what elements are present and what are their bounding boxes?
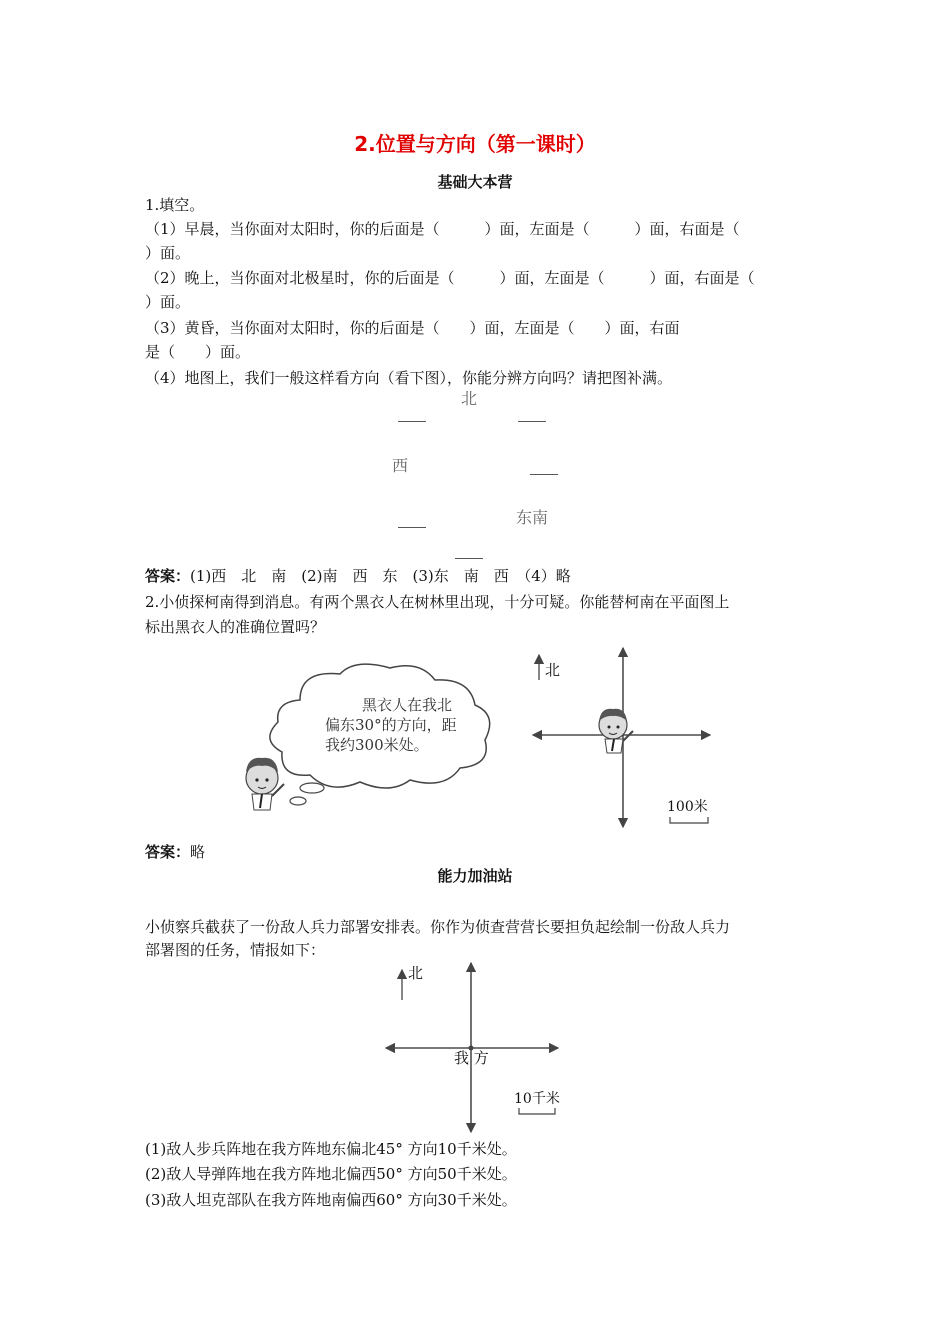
section-heading-ability: 能力加油站 — [437, 867, 513, 885]
compass-label-west: 西 — [392, 456, 409, 475]
q2-answer-text: 略 — [190, 843, 206, 861]
blank-northeast — [518, 421, 546, 422]
q3-scale-label: 10千米 — [514, 1091, 560, 1107]
q2-answer — [145, 842, 205, 862]
q3-line2: 部署图的任务，情报如下： — [145, 941, 326, 959]
scale-bar — [670, 817, 708, 823]
q3-line1: 小侦察兵截获了一份敌人兵力部署安排表。你作为侦查营营长要担负起绘制一份敌人兵力 — [145, 918, 731, 936]
q2-line1: 2.小侦探柯南得到消息。有两个黑衣人在树林里出现，十分可疑。你能替柯南在平面图上 — [145, 593, 730, 611]
detective-avatar-center — [599, 709, 633, 753]
q3-item1: (1)敌人步兵阵地在我方阵地东偏北45° 方向10千米处。 — [145, 1140, 517, 1158]
q1-answer-text: (1)西 北 南 (2)南 西 东 (3)东 南 西 （4）略 — [190, 567, 571, 585]
q1-answer — [145, 566, 571, 586]
q3-item2: (2)敌人导弹阵地在我方阵地北偏西50° 方向50千米处。 — [145, 1165, 517, 1183]
compass-label-north: 北 — [461, 389, 478, 408]
bubble-text-line3: 我约300米处。 — [325, 736, 429, 754]
q3-item3: (3)敌人坦克部队在我方阵地南偏西60° 方向30千米处。 — [145, 1191, 517, 1209]
q1-p3-line1: （3）黄昏，当你面对太阳时，你的后面是（ ）面，左面是（ ）面，右面 — [145, 319, 680, 337]
detective-avatar-left — [246, 758, 284, 810]
bubble-dot-large — [300, 783, 324, 793]
bubble-text-line2: 偏东30°的方向，距 — [325, 716, 457, 734]
q1-p4: （4）地图上，我们一般这样看方向（看下图），你能分辨方向吗？请把图补满。 — [145, 369, 673, 387]
q2-north-label: 北 — [545, 661, 561, 679]
q1-p1-line1: （1）早晨，当你面对太阳时，你的后面是（ ）面，左面是（ ）面，右面是（ — [145, 220, 740, 238]
q2-scale-label: 100米 — [667, 799, 708, 815]
bubble-text-line1: 黑衣人在我北 — [362, 696, 453, 714]
blank-northwest — [398, 421, 426, 422]
blank-south — [455, 558, 483, 559]
page-title: 2.位置与方向（第一课时） — [354, 132, 596, 156]
q3-center-label: 我 方 — [454, 1049, 489, 1067]
section-heading-basic: 基础大本营 — [437, 173, 513, 191]
bubble-dot-small — [290, 797, 306, 805]
q1-p1-line2: ）面。 — [145, 244, 191, 262]
q1-p2-line1: （2）晚上，当你面对北极星时，你的后面是（ ）面，左面是（ ）面，右面是（ — [145, 269, 755, 287]
compass-label-southeast: 东南 — [516, 508, 549, 527]
q1-answer-label: 答案： — [145, 567, 191, 585]
q2-answer-label: 答案： — [145, 843, 191, 861]
blank-southwest — [398, 527, 426, 528]
q1-p2-line2: ）面。 — [145, 293, 191, 311]
q1-p3-line2: 是（ ）面。 — [145, 343, 251, 361]
blank-east — [530, 474, 558, 475]
q2-line2: 标出黑衣人的准确位置吗？ — [145, 618, 326, 636]
q3-north-label: 北 — [408, 964, 424, 982]
q1-label: 1.填空。 — [145, 196, 205, 214]
